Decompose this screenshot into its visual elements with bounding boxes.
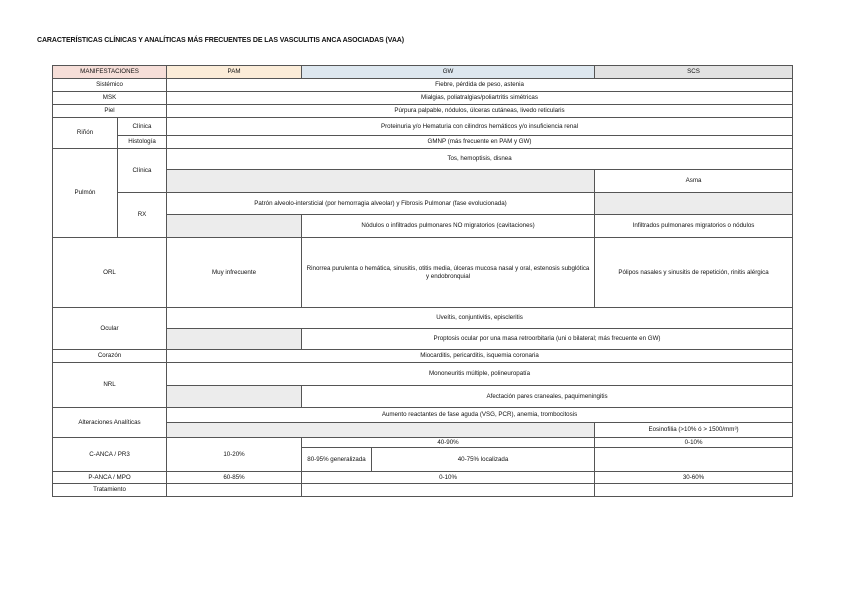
cell-tratamiento-scs	[595, 484, 793, 497]
cell-ocular: Uveítis, conjuntivitis, episcleritis	[167, 308, 793, 329]
table-row	[53, 438, 793, 448]
cell-rinon-clinica: Proteinuria y/o Hematuria con cilindros hemáticos y/o insuficiencia renal	[167, 118, 793, 136]
table-row	[53, 118, 793, 136]
row-label-nrl: NRL	[53, 363, 167, 408]
cell-orl-scs: Pólipos nasales y sinusitis de repetición, rinitis alérgica	[595, 238, 793, 308]
header-pam: PAM	[167, 66, 302, 79]
table-row	[53, 363, 793, 386]
cell-corazon: Miocarditis, pericarditis, isquemia coronaria	[167, 350, 793, 363]
cell-analiticas-scs: Eosinofilia (>10% ó > 1500/mm³)	[595, 423, 793, 438]
row-label-canca: C-ANCA / PR3	[53, 438, 167, 472]
header-scs: SCS	[595, 66, 793, 79]
sublabel-rinon-clinica: Clínica	[118, 118, 167, 136]
table-row	[53, 484, 793, 497]
row-label-piel: Piel	[53, 105, 167, 118]
table-row	[53, 238, 793, 308]
cell-msk: Mialgias, poliatralgias/poliartritis simétricas	[167, 92, 793, 105]
cell-panca-pam: 60-85%	[167, 472, 302, 484]
table-row	[53, 149, 793, 170]
table-row	[53, 350, 793, 363]
cell-canca-gw-total: 40-90%	[302, 438, 595, 448]
cell-rinon-histologia: GMNP (más frecuente en PAM y GW)	[167, 136, 793, 149]
table-row	[53, 472, 793, 484]
table-row	[53, 193, 793, 215]
header-gw: GW	[302, 66, 595, 79]
cell-panca-gw: 0-10%	[302, 472, 595, 484]
cell-canca-scs-empty	[595, 448, 793, 472]
table-row	[53, 79, 793, 92]
cell-pulmon-rx-gw: Nódulos o infiltrados pulmonares NO migratorios (cavitaciones)	[302, 215, 595, 238]
page-title: CARACTERÍSTICAS CLÍNICAS Y ANALÍTICAS MÁS FRECUENTES DE LAS VASCULITIS ANCA ASOCIADAS (VAA)	[37, 37, 404, 44]
cell-pulmon-clinica: Tos, hemoptisis, disnea	[167, 149, 793, 170]
row-label-orl: ORL	[53, 238, 167, 308]
row-label-msk: MSK	[53, 92, 167, 105]
cell-ocular-pam-empty	[167, 329, 302, 350]
sublabel-rinon-histologia: Histología	[118, 136, 167, 149]
row-label-tratamiento: Tratamiento	[53, 484, 167, 497]
cell-canca-gw-generalizada: 80-95% generalizada	[302, 448, 372, 472]
cell-canca-pam: 10-20%	[167, 438, 302, 472]
cell-tratamiento-gw	[302, 484, 595, 497]
cell-pulmon-rx: Patrón alveolo-intersticial (por hemorragia alveolar) y Fibrosis Pulmonar (fase evolucionada)	[167, 193, 595, 215]
sublabel-pulmon-clinica: Clínica	[118, 149, 167, 193]
cell-pulmon-rx-pam-empty	[167, 215, 302, 238]
cell-analiticas-empty	[167, 423, 595, 438]
table-row	[53, 308, 793, 329]
row-label-rinon: Riñón	[53, 118, 118, 149]
cell-orl-gw: Rinorrea purulenta o hemática, sinusitis, otitis media, úlceras mucosa nasal y oral, estenosis subglótica y endobronquial	[302, 238, 595, 308]
cell-pulmon-clinica-scs: Asma	[595, 170, 793, 193]
cell-nrl-pam-empty	[167, 386, 302, 408]
table-row	[53, 105, 793, 118]
row-label-panca: P-ANCA / MPO	[53, 472, 167, 484]
header-manifestaciones: MANIFESTACIONES	[53, 66, 167, 79]
cell-piel: Púrpura palpable, nódulos, úlceras cutáneas, livedo reticularis	[167, 105, 793, 118]
cell-canca-scs: 0-10%	[595, 438, 793, 448]
row-label-ocular: Ocular	[53, 308, 167, 350]
table-row	[53, 408, 793, 423]
table-row	[53, 136, 793, 149]
header-row	[53, 66, 793, 79]
cell-pulmon-rx-scs-empty	[595, 193, 793, 215]
cell-tratamiento-pam	[167, 484, 302, 497]
cell-panca-scs: 30-60%	[595, 472, 793, 484]
sublabel-pulmon-rx: RX	[118, 193, 167, 238]
cell-nrl: Mononeuritis múltiple, polineuropatía	[167, 363, 793, 386]
cell-analiticas: Aumento reactantes de fase aguda (VSG, PCR), anemia, trombocitosis	[167, 408, 793, 423]
table-row	[53, 92, 793, 105]
row-label-pulmon: Pulmón	[53, 149, 118, 238]
cell-orl-pam: Muy infrecuente	[167, 238, 302, 308]
cell-pulmon-rx-scs: Infiltrados pulmonares migratorios o nódulos	[595, 215, 793, 238]
cell-pulmon-clinica-empty	[167, 170, 595, 193]
cell-nrl-gw-scs: Afectación pares craneales, paquimeningitis	[302, 386, 793, 408]
row-label-corazon: Corazón	[53, 350, 167, 363]
row-label-sistemico: Sistémico	[53, 79, 167, 92]
cell-sistemico: Fiebre, pérdida de peso, astenia	[167, 79, 793, 92]
row-label-analiticas: Alteraciones Analíticas	[53, 408, 167, 438]
vasculitis-table	[52, 65, 793, 497]
cell-ocular-gw-scs: Proptosis ocular por una masa retroorbitaria (uni o bilateral; más frecuente en GW)	[302, 329, 793, 350]
cell-canca-gw-localizada: 40-75% localizada	[372, 448, 595, 472]
